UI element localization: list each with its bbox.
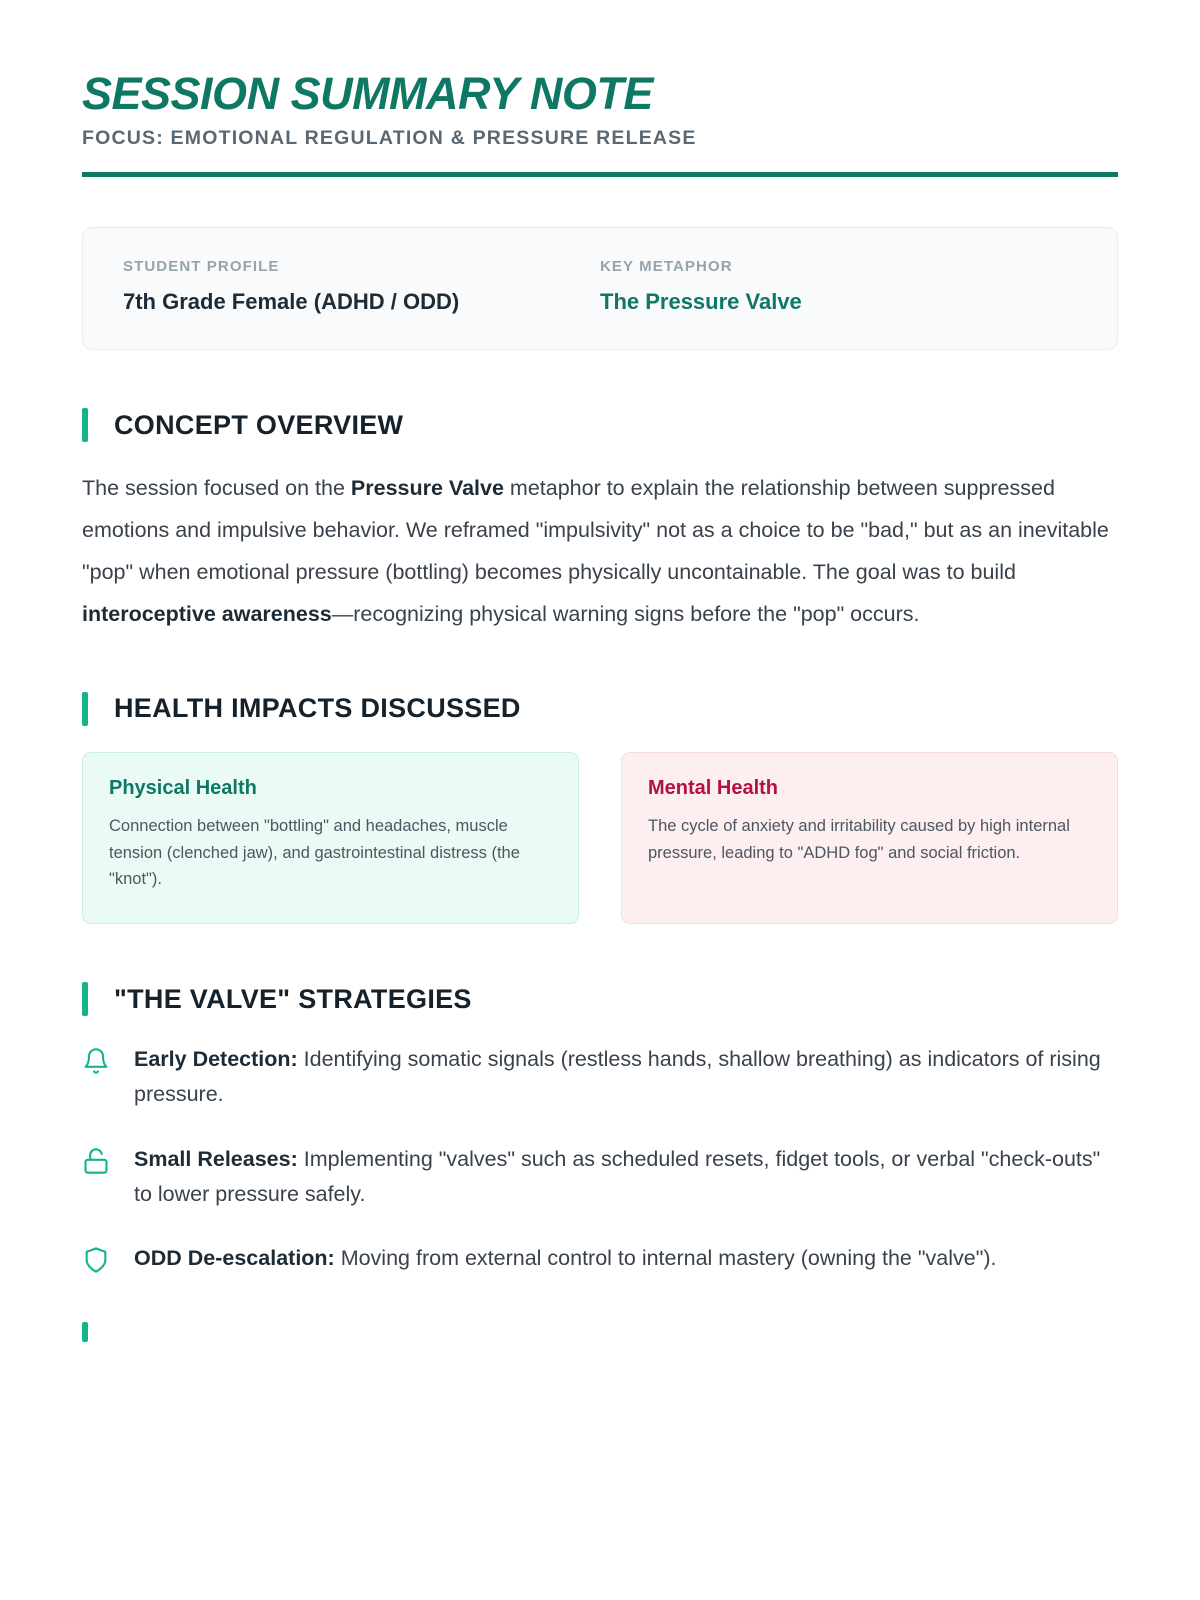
strategy-label-small-releases: Small Releases: [134, 1146, 298, 1171]
section-accent-bar [82, 408, 88, 442]
strategy-text-odd-deescalation [134, 1241, 996, 1276]
key-metaphor-label: KEY METAPHOR [600, 258, 733, 276]
strategy-body-small-releases: Implementing "valves" such as scheduled resets, fidget tools, or verbal "check-outs" to lower pressure safely. [134, 1146, 1101, 1206]
concept-overview-paragraph [82, 468, 1118, 636]
section-title-concept-overview: CONCEPT OVERVIEW [114, 409, 404, 440]
student-profile-value: 7th Grade Female (ADHD / ODD) [123, 289, 460, 315]
strategy-body-early-detection: Identifying somatic signals (restless hands, shallow breathing) as indicators of rising pressure. [134, 1047, 1101, 1106]
health-card-mental-body: The cycle of anxiety and irritability caused by high internal pressure, leading to "ADHD fog" and social friction. [648, 816, 1070, 862]
page-subtitle: FOCUS: EMOTIONAL REGULATION & PRESSURE RELEASE [82, 127, 697, 150]
section-accent-bar [82, 982, 88, 1016]
key-metaphor-column [600, 258, 1077, 315]
concept-text-3: —recognizing physical warning signs before the "pop" occurs. [331, 602, 920, 627]
shield-icon [82, 1245, 116, 1275]
concept-bold-1: Pressure Valve [350, 476, 504, 501]
strategy-label-early-detection: Early Detection: [134, 1047, 298, 1072]
health-impact-cards [82, 752, 1118, 924]
section-header-health-impacts [82, 692, 1118, 726]
strategy-body-odd-deescalation: Moving from external control to internal mastery (owning the "valve"). [334, 1246, 997, 1271]
student-profile-label: STUDENT PROFILE [123, 258, 280, 276]
key-metaphor-value: The Pressure Valve [600, 289, 802, 315]
section-title-health-impacts: HEALTH IMPACTS DISCUSSED [114, 693, 521, 724]
student-profile-card [82, 227, 1118, 350]
section-accent-bar [82, 692, 88, 726]
health-card-physical [82, 752, 579, 924]
list-item [82, 1142, 1118, 1212]
unlock-icon [82, 1146, 116, 1176]
concept-text-1: The session focused on the [82, 476, 351, 501]
concept-bold-2: interoceptive awareness [82, 602, 332, 627]
health-card-mental [621, 752, 1118, 924]
strategy-text-small-releases [134, 1142, 1118, 1212]
header-divider [82, 172, 1118, 177]
section-header-valve-strategies [82, 982, 1118, 1016]
list-item [82, 1241, 1118, 1276]
section-header-concept-overview [82, 408, 1118, 442]
strategy-label-odd-deescalation: ODD De-escalation: [134, 1246, 335, 1271]
strategy-text-early-detection [134, 1042, 1118, 1112]
strategy-list [82, 1042, 1118, 1276]
concept-text-2: metaphor to explain the relationship between suppressed emotions and impulsive behavior. We reframed "impulsivity" not as a choice to be "bad," but as an inevitable "pop" when emotional pressure (bottling) becomes physically uncontainable. The goal was to build [82, 476, 1109, 585]
page-title: SESSION SUMMARY NOTE [82, 68, 653, 119]
list-item [82, 1042, 1118, 1112]
section-title-valve-strategies: "THE VALVE" STRATEGIES [114, 983, 472, 1014]
health-card-mental-title: Mental Health [648, 776, 779, 799]
health-card-physical-body: Connection between "bottling" and headaches, muscle tension (clenched jaw), and gastrointestinal distress (the "knot"). [109, 816, 520, 889]
section-accent-bar-partial [82, 1322, 88, 1342]
health-card-physical-title: Physical Health [109, 776, 257, 799]
bell-icon [82, 1046, 116, 1076]
student-profile-column [123, 258, 600, 315]
